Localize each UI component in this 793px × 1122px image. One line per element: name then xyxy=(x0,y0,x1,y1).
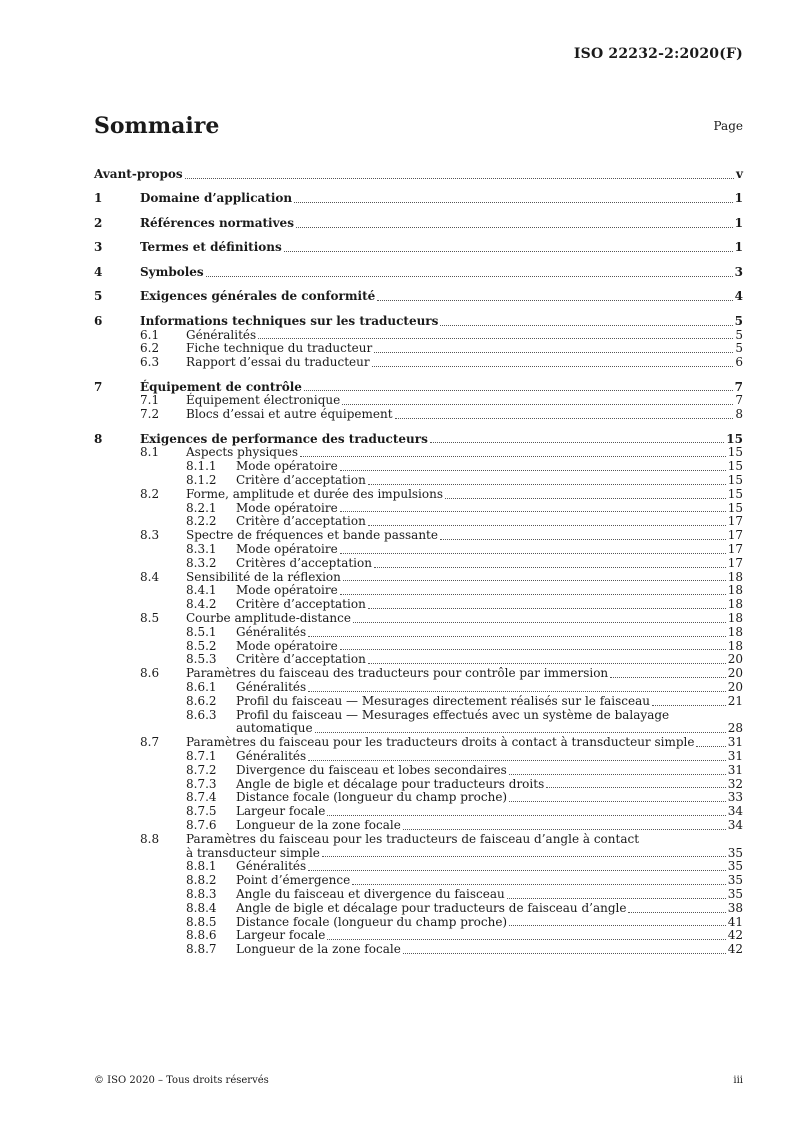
toc-leader xyxy=(342,404,733,405)
toc-entry[interactable] xyxy=(94,370,743,395)
toc-entry[interactable] xyxy=(94,709,743,723)
toc-title: Angle de bigle et décalage pour traducteurs de faisceau d’angle xyxy=(236,900,627,915)
toc-number: 6 xyxy=(94,313,103,328)
toc-entry[interactable] xyxy=(94,557,743,571)
toc-leader xyxy=(308,636,726,637)
toc-title: Critère d’acceptation xyxy=(236,473,366,488)
toc-number: 8.7.3 xyxy=(186,776,217,791)
toc-leader xyxy=(206,276,733,277)
toc-number: 8.6 xyxy=(140,666,160,681)
toc-page: 35 xyxy=(727,845,743,860)
page-column-label: Page xyxy=(713,119,743,133)
toc-number: 8.8.4 xyxy=(186,900,217,915)
toc-number: 8.5.3 xyxy=(186,652,217,667)
toc-number: 8.8.3 xyxy=(186,886,217,901)
toc-page: 5 xyxy=(734,313,743,328)
toc-entry[interactable] xyxy=(94,571,743,585)
toc-number: 7 xyxy=(94,379,103,394)
toc-number: 8.4.2 xyxy=(186,597,217,612)
toc-leader xyxy=(395,418,734,419)
toc-leader xyxy=(374,352,733,353)
toc-title: Angle du faisceau et divergence du faisceau xyxy=(236,886,505,901)
toc-leader xyxy=(403,953,726,954)
toc-entry[interactable] xyxy=(94,515,743,529)
toc-title: Paramètres du faisceau des traducteurs pour contrôle par immersion xyxy=(186,666,609,681)
toc-title: Critère d’acceptation xyxy=(236,597,366,612)
toc-title: Largeur focale xyxy=(236,928,326,943)
toc-title: Symboles xyxy=(140,264,204,279)
toc-title: Critère d’acceptation xyxy=(236,514,366,529)
toc-page: 15 xyxy=(727,473,743,488)
toc-title-continuation: automatique xyxy=(236,721,313,736)
toc-title: Longueur de la zone focale xyxy=(236,942,401,957)
toc-page: 15 xyxy=(727,459,743,474)
toc-entry[interactable] xyxy=(94,255,743,280)
toc-entry[interactable] xyxy=(94,408,743,422)
toc-leader xyxy=(284,251,733,252)
page-title: Sommaire xyxy=(94,113,220,139)
toc-number: 7.1 xyxy=(140,393,160,408)
toc-entry[interactable] xyxy=(94,874,743,888)
toc-number: 8.7.2 xyxy=(186,762,217,777)
toc-title: Généralités xyxy=(186,327,257,342)
toc-entry[interactable] xyxy=(94,626,743,640)
toc-page: 41 xyxy=(727,914,743,929)
toc-leader xyxy=(509,774,726,775)
toc-page: 7 xyxy=(735,393,743,408)
toc-page: 6 xyxy=(735,355,743,370)
toc-entry[interactable] xyxy=(94,446,743,460)
toc-title: Courbe amplitude-distance xyxy=(186,611,351,626)
toc-leader xyxy=(368,608,726,609)
toc-number: 4 xyxy=(94,264,103,279)
toc-number: 8.8.2 xyxy=(186,873,217,888)
toc-entry[interactable] xyxy=(94,502,743,516)
toc-leader xyxy=(507,898,726,899)
toc-leader xyxy=(353,622,726,623)
toc-entry-continuation[interactable] xyxy=(94,847,743,861)
toc-number: 8.4.1 xyxy=(186,583,217,598)
toc-page: 17 xyxy=(727,528,743,543)
toc-number: 8.8 xyxy=(140,831,160,846)
toc-page: 18 xyxy=(727,638,743,653)
toc-number: 8.1.2 xyxy=(186,473,217,488)
toc-leader xyxy=(403,829,726,830)
toc-leader xyxy=(368,525,726,526)
toc-leader xyxy=(340,553,726,554)
toc-leader xyxy=(327,815,725,816)
toc-page: 1 xyxy=(734,191,743,206)
toc-page: 42 xyxy=(727,928,743,943)
toc-number: 8.6.1 xyxy=(186,680,217,695)
toc-leader xyxy=(440,539,726,540)
toc-entry[interactable] xyxy=(94,888,743,902)
toc-title: Domaine d’application xyxy=(140,191,293,206)
toc-page: 18 xyxy=(727,569,743,584)
toc-entry[interactable] xyxy=(94,488,743,502)
toc-leader xyxy=(628,912,725,913)
toc-leader xyxy=(315,732,726,733)
toc-entry[interactable] xyxy=(94,833,743,847)
toc-title: Aspects physiques xyxy=(186,445,298,460)
toc-leader xyxy=(377,300,732,301)
toc-leader xyxy=(445,498,726,499)
toc-leader xyxy=(258,338,733,339)
toc-number: 8.8.7 xyxy=(186,942,217,957)
toc-page: 8 xyxy=(735,407,743,422)
toc-leader xyxy=(185,178,734,179)
toc-title: Forme, amplitude et durée des impulsions xyxy=(186,486,444,501)
toc-page: 5 xyxy=(735,341,743,356)
toc-page: 15 xyxy=(727,486,743,501)
toc-page: 31 xyxy=(727,749,743,764)
toc-title: Paramètres du faisceau pour les traducteurs de faisceau d’angle à contact xyxy=(186,831,640,846)
toc-page: 7 xyxy=(734,379,743,394)
toc-title: Fiche technique du traducteur xyxy=(186,341,373,356)
toc-title: Critères d’acceptation xyxy=(236,555,372,570)
toc-entry[interactable] xyxy=(94,422,743,447)
toc-leader xyxy=(304,390,733,391)
toc-leader xyxy=(296,227,733,228)
toc-page: 34 xyxy=(727,804,743,819)
toc-number: 8.6.2 xyxy=(186,693,217,708)
toc-entry[interactable] xyxy=(94,902,743,916)
toc-page: 1 xyxy=(734,240,743,255)
toc-entry[interactable] xyxy=(94,764,743,778)
toc-leader xyxy=(327,939,725,940)
toc-title: Angle de bigle et décalage pour traducteurs droits xyxy=(236,776,545,791)
toc-leader xyxy=(509,925,726,926)
toc-title: Exigences générales de conformité xyxy=(140,289,376,304)
toc-entry[interactable] xyxy=(94,916,743,930)
toc-entry[interactable] xyxy=(94,943,743,957)
toc-number: 8.5.1 xyxy=(186,624,217,639)
toc-page: 31 xyxy=(727,762,743,777)
toc-page: 34 xyxy=(727,818,743,832)
toc-title: Généralités xyxy=(236,859,307,874)
toc-title: Mode opératoire xyxy=(236,500,338,515)
toc-title: Sensibilité de la réflexion xyxy=(186,569,341,584)
toc-entry[interactable] xyxy=(94,474,743,488)
toc-number: 8.7 xyxy=(140,735,160,750)
toc-page: 28 xyxy=(727,721,743,736)
toc-entry[interactable] xyxy=(94,640,743,654)
toc-number: 8.7.6 xyxy=(186,818,217,832)
toc-entry[interactable] xyxy=(94,356,743,370)
toc-number: 6.2 xyxy=(140,341,160,356)
toc-leader xyxy=(322,856,726,857)
toc-leader xyxy=(340,594,726,595)
toc-number: 8.1.1 xyxy=(186,459,217,474)
toc-entry[interactable] xyxy=(94,778,743,792)
toc-entry[interactable] xyxy=(94,653,743,667)
toc-leader xyxy=(610,677,726,678)
toc-number: 6.1 xyxy=(140,327,160,342)
toc-page: 17 xyxy=(727,542,743,557)
toc-leader xyxy=(430,442,724,443)
toc-page: 15 xyxy=(727,445,743,460)
toc-leader xyxy=(340,649,726,650)
toc-number: 8.6.3 xyxy=(186,707,217,722)
toc-leader xyxy=(340,511,726,512)
toc-page: 31 xyxy=(727,735,743,750)
toc-leader xyxy=(343,580,726,581)
toc-title: Spectre de fréquences et bande passante xyxy=(186,528,438,543)
toc-entry[interactable] xyxy=(94,206,743,231)
toc-page: 3 xyxy=(734,264,743,279)
toc-entry[interactable] xyxy=(94,342,743,356)
toc-number: 2 xyxy=(94,215,103,230)
toc-title: Longueur de la zone focale xyxy=(236,818,401,832)
toc-number: 3 xyxy=(94,240,103,255)
toc-page: 4 xyxy=(734,289,743,304)
toc-entry[interactable] xyxy=(94,681,743,695)
toc-number: 8.2.1 xyxy=(186,500,217,515)
toc-title: Mode opératoire xyxy=(236,459,338,474)
standard-number: ISO 22232-2:2020(F) xyxy=(573,46,743,62)
toc-leader xyxy=(374,567,726,568)
toc-title: Divergence du faisceau et lobes secondaires xyxy=(236,762,507,777)
toc-title: Termes et définitions xyxy=(140,240,282,255)
toc-page: 18 xyxy=(727,624,743,639)
toc-entry[interactable] xyxy=(94,157,743,182)
toc-page: 1 xyxy=(734,215,743,230)
toc-title: Mode opératoire xyxy=(236,583,338,598)
toc-leader xyxy=(440,325,732,326)
toc-leader xyxy=(652,705,726,706)
toc-title: Profil du faisceau — Mesurages directement réalisés sur le faisceau xyxy=(236,693,650,708)
toc-leader xyxy=(368,663,726,664)
toc-number: 8.8.1 xyxy=(186,859,217,874)
toc-entry[interactable] xyxy=(94,584,743,598)
toc-number: 8.3.1 xyxy=(186,542,217,557)
toc-title: Distance focale (longueur du champ proche) xyxy=(236,914,508,929)
toc-number: 5 xyxy=(94,289,103,304)
toc-leader xyxy=(300,456,726,457)
toc-number: 1 xyxy=(94,191,103,206)
toc-number: 8.5 xyxy=(140,611,160,626)
table-of-contents xyxy=(94,157,743,957)
toc-page: 18 xyxy=(727,597,743,612)
toc-title: Généralités xyxy=(236,624,307,639)
toc-page: 18 xyxy=(727,583,743,598)
toc-number: 8.7.4 xyxy=(186,790,217,805)
toc-page: 18 xyxy=(727,611,743,626)
toc-number: 6.3 xyxy=(140,355,160,370)
toc-title: Paramètres du faisceau pour les traducteurs droits à contact à transducteur simple xyxy=(186,735,695,750)
toc-page: 33 xyxy=(727,790,743,805)
toc-number: 8 xyxy=(94,431,103,446)
toc-leader xyxy=(294,202,733,203)
toc-title: Équipement de contrôle xyxy=(140,379,302,394)
toc-leader xyxy=(509,801,726,802)
toc-entry[interactable] xyxy=(94,543,743,557)
toc-entry[interactable] xyxy=(94,280,743,305)
toc-entry[interactable] xyxy=(94,819,743,833)
toc-number: 8.3.2 xyxy=(186,555,217,570)
toc-entry[interactable] xyxy=(94,460,743,474)
toc-title: Blocs d’essai et autre équipement xyxy=(186,407,393,422)
toc-title: Mode opératoire xyxy=(236,638,338,653)
toc-entry[interactable] xyxy=(94,929,743,943)
toc-title: Distance focale (longueur du champ proche) xyxy=(236,790,508,805)
toc-entry[interactable] xyxy=(94,231,743,256)
toc-page: 35 xyxy=(727,873,743,888)
toc-page: 35 xyxy=(727,886,743,901)
toc-leader xyxy=(696,746,725,747)
toc-entry[interactable] xyxy=(94,394,743,408)
toc-title-continuation: à transducteur simple xyxy=(186,845,320,860)
toc-entry[interactable] xyxy=(94,329,743,343)
toc-page: v xyxy=(736,166,743,181)
toc-page: 38 xyxy=(727,900,743,915)
toc-page: 35 xyxy=(727,859,743,874)
toc-entry[interactable] xyxy=(94,612,743,626)
toc-title: Largeur focale xyxy=(236,804,326,819)
toc-number: 8.2.2 xyxy=(186,514,217,529)
toc-page: 20 xyxy=(727,680,743,695)
toc-number: 8.7.1 xyxy=(186,749,217,764)
toc-title: Équipement électronique xyxy=(186,393,341,408)
toc-entry[interactable] xyxy=(94,791,743,805)
toc-title: Références normatives xyxy=(140,215,294,230)
toc-number: 8.4 xyxy=(140,569,160,584)
toc-number: 8.3 xyxy=(140,528,160,543)
toc-entry[interactable] xyxy=(94,529,743,543)
toc-page: 17 xyxy=(727,555,743,570)
toc-entry[interactable] xyxy=(94,304,743,329)
toc-entry[interactable] xyxy=(94,598,743,612)
toc-leader xyxy=(340,470,726,471)
toc-leader xyxy=(372,366,734,367)
toc-number: 7.2 xyxy=(140,407,160,422)
toc-number: 8.8.6 xyxy=(186,928,217,943)
toc-page: 32 xyxy=(727,776,743,791)
toc-title: Exigences de performance des traducteurs xyxy=(140,431,428,446)
toc-title: Point d’émergence xyxy=(236,873,351,888)
toc-entry[interactable] xyxy=(94,860,743,874)
toc-entry-continuation[interactable] xyxy=(94,722,743,736)
toc-title: Mode opératoire xyxy=(236,542,338,557)
toc-entry[interactable] xyxy=(94,667,743,681)
toc-title: Rapport d’essai du traducteur xyxy=(186,355,370,370)
toc-title: Généralités xyxy=(236,749,307,764)
toc-leader xyxy=(546,787,725,788)
footer-page-number: iii xyxy=(733,1075,743,1086)
toc-entry[interactable] xyxy=(94,182,743,207)
toc-page: 17 xyxy=(727,514,743,529)
toc-page: 21 xyxy=(727,693,743,708)
toc-page: 42 xyxy=(727,942,743,957)
toc-title: Généralités xyxy=(236,680,307,695)
toc-leader xyxy=(308,870,726,871)
toc-title: Profil du faisceau — Mesurages effectués avec un système de balayage xyxy=(236,707,670,722)
toc-number: 8.2 xyxy=(140,486,160,501)
toc-leader xyxy=(352,884,726,885)
toc-entry[interactable] xyxy=(94,695,743,709)
toc-number: 8.5.2 xyxy=(186,638,217,653)
toc-entry[interactable] xyxy=(94,750,743,764)
toc-title: Avant-propos xyxy=(94,166,183,181)
toc-page: 15 xyxy=(726,431,743,446)
toc-number: 8.1 xyxy=(140,445,160,460)
toc-page: 15 xyxy=(727,500,743,515)
toc-page: 5 xyxy=(735,327,743,342)
toc-entry[interactable] xyxy=(94,805,743,819)
toc-title: Critère d’acceptation xyxy=(236,652,366,667)
toc-number: 8.7.5 xyxy=(186,804,217,819)
toc-page: 20 xyxy=(727,666,743,681)
toc-leader xyxy=(308,691,726,692)
toc-title: Informations techniques sur les traducteurs xyxy=(140,313,439,328)
toc-page: 20 xyxy=(727,652,743,667)
footer-copyright: © ISO 2020 – Tous droits réservés xyxy=(94,1075,269,1086)
toc-leader xyxy=(308,760,726,761)
toc-entry[interactable] xyxy=(94,736,743,750)
toc-leader xyxy=(368,484,726,485)
toc-number: 8.8.5 xyxy=(186,914,217,929)
